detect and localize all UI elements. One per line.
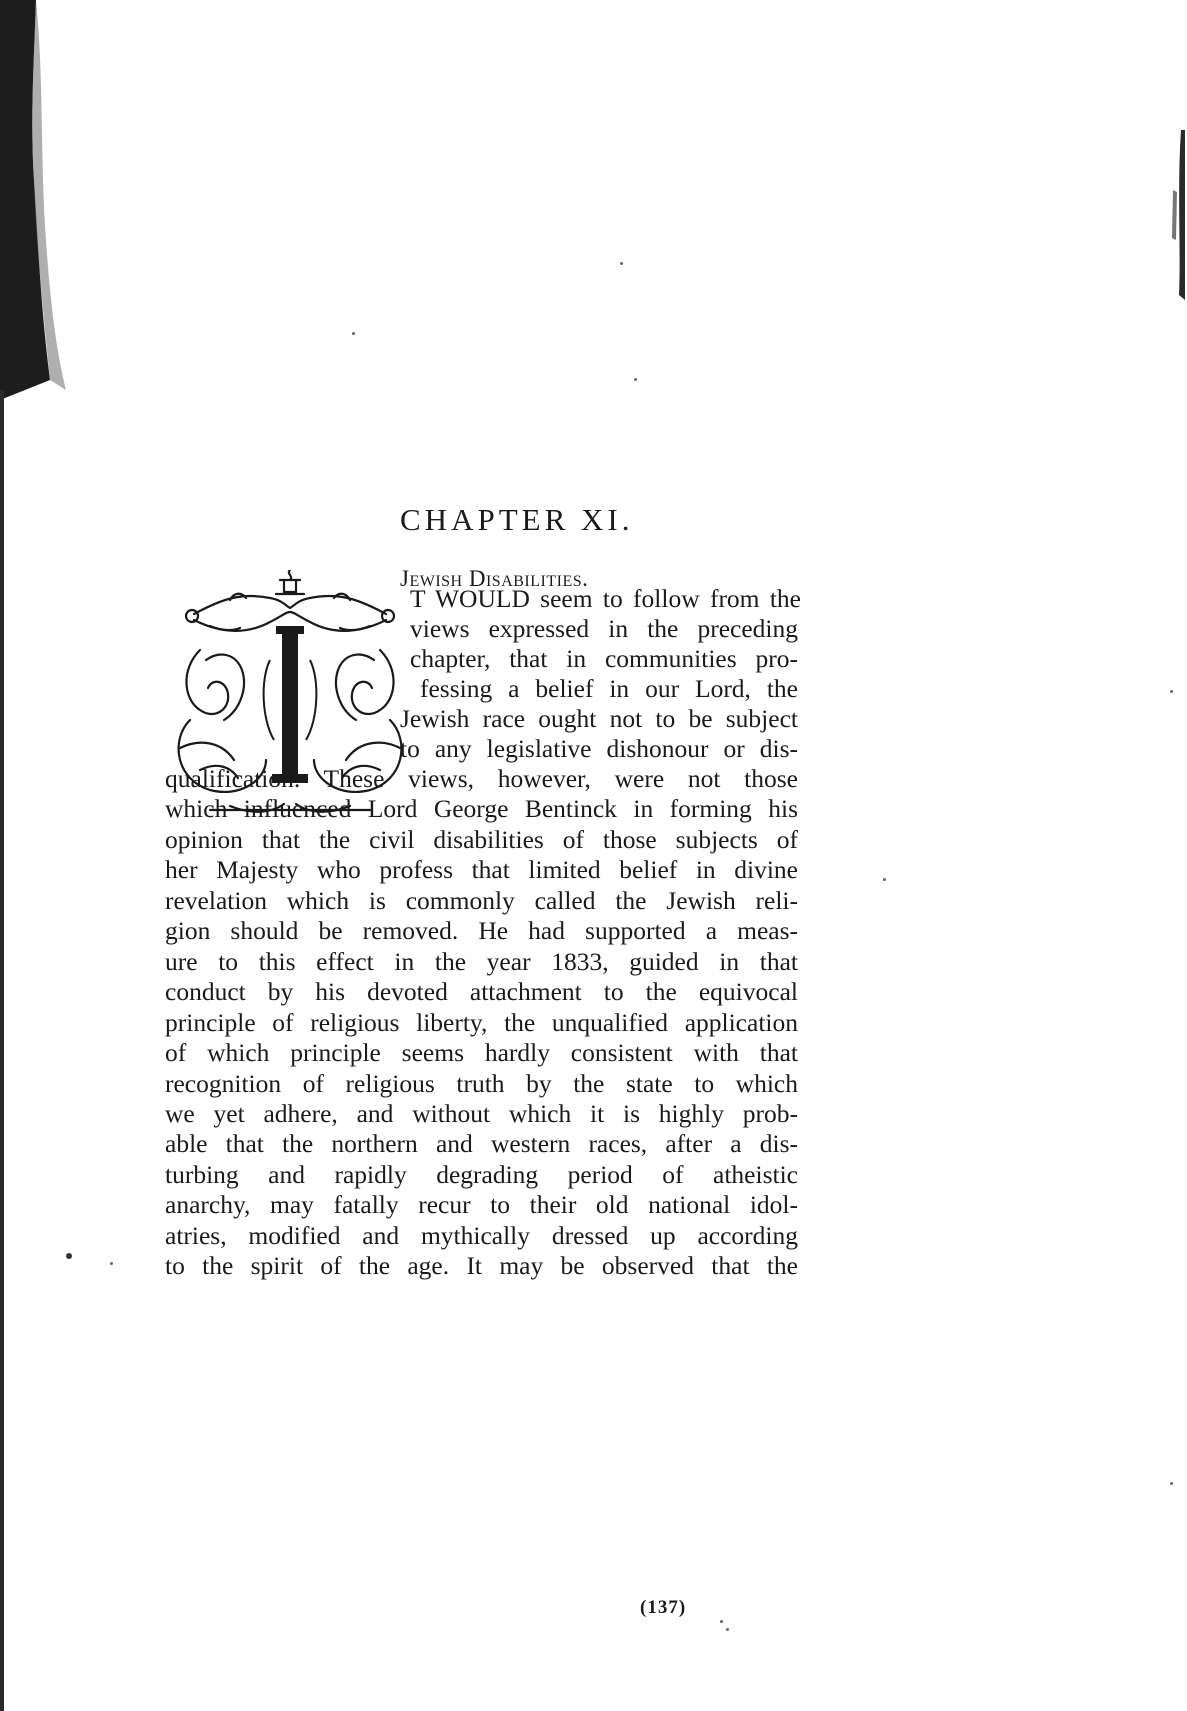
text-line: anarchy, may fatally recur to their old national idol-: [165, 1190, 798, 1220]
text-line: able that the northern and western races, after a dis-: [165, 1129, 798, 1159]
text-line: views expressed in the preceding: [410, 614, 798, 643]
scan-speck: [634, 378, 637, 381]
text-line: ure to this effect in the year 1833, guided in that: [165, 946, 798, 976]
text-line: turbing and rapidly degrading period of atheistic: [165, 1159, 798, 1189]
text-line: fessing a belief in our Lord, the: [420, 674, 798, 703]
section-title: Jewish Disabilities.: [400, 566, 589, 591]
text-line: to the spirit of the age. It may be observed that the: [165, 1251, 798, 1281]
text-line: chapter, that in communities pro-: [410, 644, 798, 673]
text-line: Jewish race ought not to be subject: [400, 704, 798, 733]
text-line: gion should be removed. He had supported a meas-: [165, 916, 798, 946]
scan-speck: [720, 1620, 723, 1623]
text-line: revelation which is commonly called the Jewish reli-: [165, 885, 798, 915]
text-line: T WOULD seem to follow from the: [410, 584, 801, 613]
scan-edge-shadow: [0, 0, 70, 400]
text-line: principle of religious liberty, the unqualified application: [165, 1007, 798, 1037]
text-line: to any legislative dishonour or dis-: [400, 734, 798, 763]
scan-speck: [726, 1628, 729, 1631]
text-line: which influenced Lord George Bentinck in forming his: [165, 794, 798, 824]
scan-speck: [1170, 1482, 1173, 1485]
text-line: we yet adhere, and without which it is highly prob-: [165, 1098, 798, 1128]
scan-edge-right-mark: [1169, 130, 1187, 300]
scan-speck: [620, 262, 623, 265]
text-line: conduct by his devoted attachment to the equivocal: [165, 977, 798, 1007]
text-line: atries, modified and mythically dressed up according: [165, 1220, 798, 1250]
chapter-title: CHAPTER XI.: [400, 502, 634, 537]
scan-speck: [110, 1262, 113, 1265]
scan-speck: [1170, 690, 1173, 693]
page-number: (137): [640, 1597, 687, 1618]
scan-edge-line: [0, 390, 4, 1711]
text-line: of which principle seems hardly consistent with that: [165, 1038, 798, 1068]
text-line: her Majesty who profess that limited belief in divine: [165, 855, 798, 885]
text-line: opinion that the civil disabilities of those subjects of: [165, 824, 798, 854]
scan-speck: [883, 878, 886, 881]
text-line: qualification. These views, however, were not those: [165, 764, 798, 793]
scan-speck: [66, 1253, 72, 1259]
scan-speck: [352, 332, 355, 335]
text-line: recognition of religious truth by the state to which: [165, 1068, 798, 1098]
